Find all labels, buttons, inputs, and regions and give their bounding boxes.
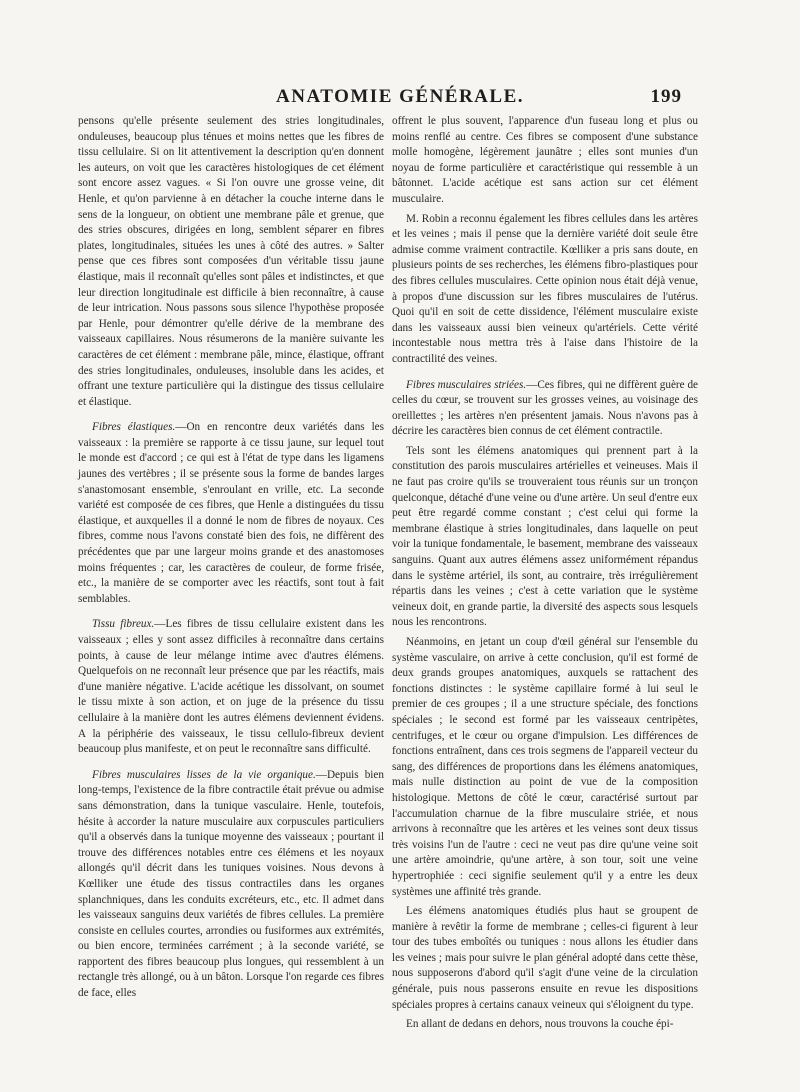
left-column: [78, 114, 384, 1002]
section-lead: Tissu fibreux.: [92, 618, 155, 631]
section-lead: Fibres élastiques.: [92, 421, 176, 434]
paragraph: pensons qu'elle présente seulement des stries longitudinales, onduleuses, beaucoup plus ténues et moins nettes que les fibres de tissu cellulaire. Si on lit attentivement la description qu'en donnent les auteurs, on voit que les caractères histologiques de cet élément sont encore assez vagues. « Si l'on ouvre une grosse veine, dit Henle, et qu'on parvienne à en détacher la couche interne dans le sens de la longueur, on obtient une membrane pâle et grenue, que des stries obscures, dirigées en long, semblent séparer en fibres plates, longitudinales, situées les unes à côté des autres. » Salter pense que ces fibres sont composées d'un véritable tissu jaune élastique, mais il reconnaît qu'elles sont pâles et indistinctes, et que leur direction longitudinale est difficile à bien reconnaître, à cause de leur intrication. Nous passons sous silence l'hypothèse proposée par Henle, pour démontrer qu'elle dérive de la membrane des vaisseaux capillaires. Nous résumerons de la manière suivante les caractères de cet élément : membrane pâle, mince, élastique, offrant des stries longitudinales, onduleuses, insoluble dans les acides, et offrant une texture particulière qui la distingue des tissus cellulaire et élastique.: [78, 115, 384, 408]
paragraph: offrent le plus souvent, l'apparence d'un fuseau long et plus ou moins renflé au centre. Ces fibres se composent d'une substance molle homogène, légèrement jaunâtre ; elles sont munies d'un noyau de forme particulière et caractéristique qui ressemble à un bâtonnet. L'acide acétique est sans action sur cet élément musculaire.: [392, 115, 698, 205]
paragraph-elastic-fibres: [78, 420, 384, 607]
running-title: ANATOMIE GÉNÉRALE.: [276, 86, 524, 107]
paragraph-text: —Les fibres de tissu cellulaire existent dans les vaisseaux ; elles y sont assez difficiles à reconnaître dans certains points, à cause de leur mélange intime avec d'autres élémens. Quelquefois on ne reconnaît leur présence que par les réactifs, mais d'une manière négative. L'acide acétique les dissolvant, on soumet le tissu mixte à son action, et on juge de la présence du tissu cellulaire à la manière dont les autres élémens deviennent évidens. A la périphérie des vaisseaux, le tissu cellulo-fibreux devient beaucoup plus manifeste, et on peut le reconnaître sans difficulté.: [78, 618, 384, 756]
page-number: 199: [650, 86, 682, 107]
paragraph-text: —Depuis bien long-temps, l'existence de la fibre contractile était prévue ou admise sans démonstration, dans la tunique vasculaire. Henle, toutefois, hésite à accorder la nature musculaire aux corpuscules particuliers qu'il a observés dans la tunique moyenne des vaisseaux ; pourtant il trouve des différences notables entre ces élémens et les noyaux allongés qu'il décrit dans les tuniques voisines. Nous devons à Kœlliker une étude des tissus contractiles dans les organes splanchniques, dans les conduits excréteurs, etc., etc. Il admet dans les vaisseaux sanguins deux variétés de fibres cellules. La première consiste en cellules courtes, arrondies ou fusiformes aux extrémités, ou bien encore, terminées carrément ; à la seconde variété, se rapportent des fibres beaucoup plus longues, qui ressemblent à un rectangle très allongé, ou à un bâton. Lorsque l'on regarde ces fibres de face, elles: [78, 768, 384, 1000]
paragraph-text: —Ces fibres, qui ne diffèrent guère de celles du cœur, se trouvent sur les grosses veines, au voisinage des oreillettes ; les artères n'en présentent jamais. Nous n'avons pas à décrire les caractères bien connus de cet élément contractile.: [392, 378, 698, 438]
paragraph: En allant de dedans en dehors, nous trouvons la couche épi-: [406, 1018, 674, 1031]
paragraph: M. Robin a reconnu également les fibres cellules dans les artères et les veines ; mais il pense que la dernière variété doit seule être admise comme vraiment contractile. Kœlliker a pris sans doute, en plusieurs points de ses recherches, les élémens fibro-plastiques pour des fibres cellules musculaires. Cette opinion nous était déjà venue, à propos d'une discussion sur les fibres musculaires de l'utérus. Quoi qu'il en soit de cette dissidence, l'élément musculaire existe dans les vaisseaux aussi bien veineux qu'artériels. Cette vérité incontestable nous mettra très à l'aise dans l'histoire de la contractilité des veines.: [392, 212, 698, 365]
paragraph-smooth-muscle: [78, 768, 384, 1002]
running-head: [0, 86, 800, 114]
paragraph: Tels sont les élémens anatomiques qui prennent part à la constitution des parois musculaires artérielles et veineuses. Mais il ne faut pas croire qu'ils se trouveraient tous réunis sur un tronçon quelconque, détaché d'une veine ou d'une artère. Un seul d'entre eux peut être regardé comme constant ; c'est celui qui forme la membrane élastique à stries longitudinales, dans laquelle on peut voir la tunique fondamentale, le basement, membrane des vaisseaux sanguins. Quant aux autres élémens assez uniformément répandus dans le système artériel, ils sont, au contraire, très irrégulièrement répartis dans les veines ; c'est à cette variation que le système veineux doit, en grande partie, la diversité des aspects sous lesquels nous les rencontrons.: [392, 444, 698, 629]
right-column: [392, 114, 698, 1033]
paragraph: Les élémens anatomiques étudiés plus haut se groupent de manière à revêtir la forme de membrane ; celles-ci figurent à leur tour des tubes emboîtés ou tuniques : nous allons les étudier dans les veines ; mais pour suivre le plan général adopté dans cette thèse, nous supposerons d'abord qu'il s'agit d'une veine de la circulation générale, puis nous passerons ensuite en revue les dispositions spéciales propres à certains canaux veineux qui s'éloignent du type.: [392, 905, 698, 1011]
paragraph: Néanmoins, en jetant un coup d'œil général sur l'ensemble du système vasculaire, on arrive à cette conclusion, qu'il est formé de deux grands groupes anatomiques, auxquels se rattachent des fonctions distinctes : le système capillaire formé à lui seul le premier de ces groupes ; il a une structure spéciale, des fonctions spéciales ; le second est formé par les vaisseaux centripètes, centrifuges, et le cœur ou organe d'impulsion. Les différences de fonctions entraînent, dans ces trois segmens de l'appareil vecteur du sang, des différences de proportions dans les élémens anatomiques, mais nulle distinction au point de vue de la composition histologique. Mettons de côté le cœur, caractérisé surtout par l'accumulation charnue de la fibre musculaire striée, et nous arrivons à reconnaître que les artères et les veines sont deux tissus très voisins l'un de l'autre : ceci ne veut pas dire qu'une veine soit une artère amoindrie, qu'une artère, à son tour, soit une veine hypertrophiée : ceci signifie seulement qu'il y a entre les deux systèmes une affinité très grande.: [392, 636, 698, 898]
paragraph-fibrous-tissue: [78, 617, 384, 757]
paragraph-striated-muscle: [392, 378, 698, 440]
section-lead: Fibres musculaires striées.: [406, 378, 527, 391]
section-lead: Fibres musculaires lisses de la vie organique.: [92, 768, 316, 781]
paragraph-text: —On en rencontre deux variétés dans les vaisseaux : la première se rapporte à ce tissu jaune, sur lequel tout le monde est d'accord ; ce qui est à l'état de type dans les ligamens jaunes des vertèbres ; il se présente sous la forme de bandes larges s'anastomosant ensemble, s'enroulant en vrille, etc. La seconde variété est composée de ces fibres, que Henle a distinguées du tissu élastique, et auxquelles il a donné le nom de fibres de noyaux. Ces fibres, comme nous l'avons constaté bien des fois, ne diffèrent des précédentes que par une largeur moins grande et des anastomoses moins fréquentes ; car, les caractères de couleur, de forme frisée, etc., la manière de se comporter avec les réactifs, sont tout à fait semblables.: [78, 421, 385, 605]
